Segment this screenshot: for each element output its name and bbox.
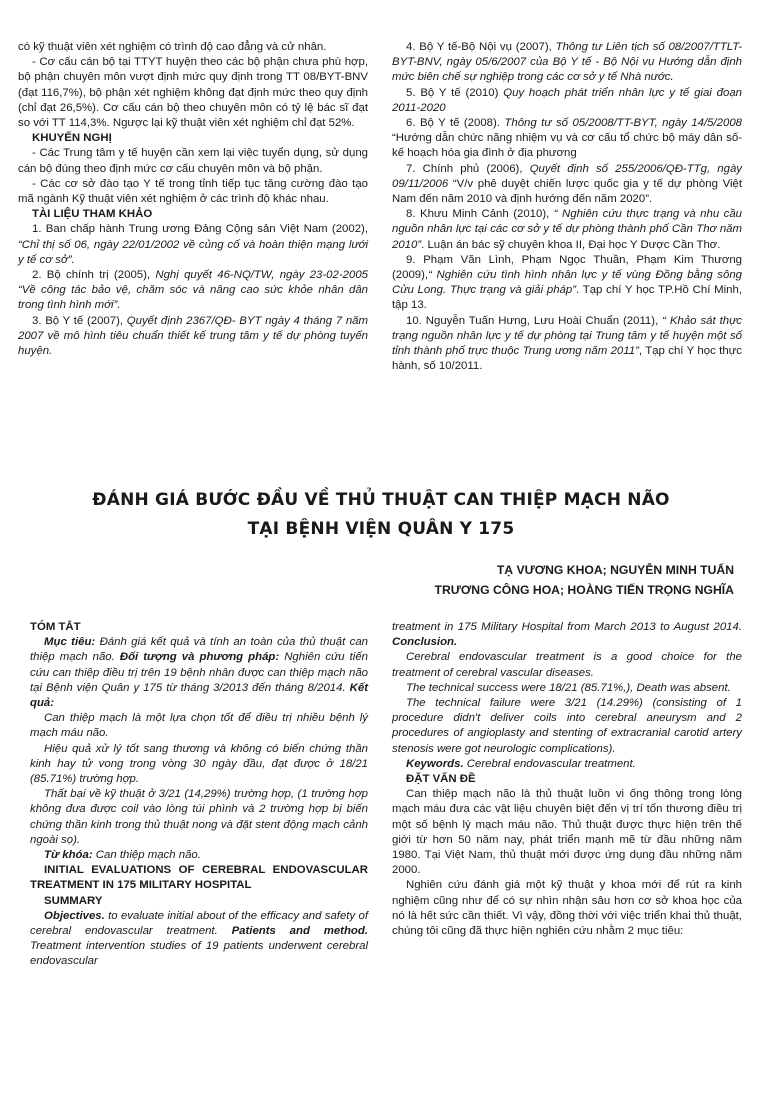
reference-item: 5. Bộ Y tế (2010) Quy hoạch phát triển nhân lực y tế giai đoạn 2011-2020 <box>392 86 742 114</box>
reference-item: 6. Bộ Y tế (2008). Thông tư số 05/2008/TT-BYT, ngày 14/5/2008 “Hướng dẫn chức năng nhiệm vụ và cơ cấu tổ chức bộ máy dân số-kế hoạch hóa gia đình ở địa phương <box>392 117 742 160</box>
abstract-objective: Mục tiêu: Đánh giá kết quả và tính an toàn của thủ thuật can thiệp mạch não. Đối tượng và phương pháp: Nghiên cứu tiến cứu can thiệp điều trị trên 19 bệnh nhân được can thiệp mạch não tại Bệnh viện Quân y 175 từ tháng 3/2013 đến tháng 8/2014. Kết quả: <box>30 636 368 710</box>
reference-item: 9. Phạm Văn Lình, Phạm Ngọc Thuần, Phạm Kim Thương (2009),“ Nghiên cứu tình hình nhân lực y tế vùng Đồng bằng sông Cửu Long. Thực trạng và giải pháp”. Tạp chí Y học TP.Hồ Chí Minh, tập 13. <box>392 253 743 312</box>
abstract-keywords-vi: Từ khóa: Can thiệp mạch não. <box>44 849 201 862</box>
section-heading-recommendations: KHUYẾN NGHỊ <box>32 132 112 145</box>
reference-item: 4. Bộ Y tế-Bộ Nội vụ (2007), Thông tư Liên tịch số 08/2007/TTLT-BYT-BNV, ngày 05/6/2007 của Bộ Y tế - Bộ Nội vụ Hướng dẫn định mức biên chế sự nghiệp trong các cơ sở y tế Nhà nước. <box>392 41 742 84</box>
english-title: INITIAL EVALUATIONS OF CEREBRAL ENDOVASCULAR TREATMENT IN 175 MILITARY HOSPITAL <box>30 864 368 892</box>
paragraph: - Cơ cấu cán bộ tại TTYT huyện theo các bộ phận chưa phù hợp, bộ phận chuyên môn vượt định mức quy định trong TT 08/BYT-BNV (đạt 116,7%), bộ phận xét nghiệm không đạt định mức theo quy định (chỉ đạt 26,5%). Cơ cấu cán bộ theo chuyên môn có tỷ lệ bác sĩ đạt so với TT 114,3%. Ngược lại kỹ thuật viên xét nghiệm chỉ đạt 52%. <box>18 56 368 130</box>
article-title-line-2: TẠI BỆNH VIỆN QUÂN Y 175 <box>247 519 515 539</box>
abstract-result: Hiệu quả xử lý tốt sang thương và không có biến chứng thần kinh hay tử vong trong vòng 30 ngày đầu, đạt được ở 18/21 (85.71%) trường hợp. <box>30 742 368 786</box>
authors-line-2: TRƯƠNG CÔNG HOA; HOÀNG TIẾN TRỌNG NGHĨA <box>434 583 734 597</box>
article-right-column <box>392 620 742 939</box>
reference-item: 7. Chính phủ (2006), Quyết định số 255/2006/QĐ-TTg, ngày 09/11/2006 “V/v phê duyệt chiến lược quốc gia y tế dự phòng Việt Nam đến năm 2010 và định hướng đến năm 2020”. <box>392 162 742 206</box>
abstract-en-conclusion: The technical success were 18/21 (85.71%,), Death was absent. <box>406 681 731 694</box>
paragraph: có kỹ thuật viên xét nghiệm có trình độ cao đẳng và cử nhân. <box>18 41 327 53</box>
paragraph: - Các cơ sở đào tạo Y tế trong tỉnh tiếp tục tăng cường đào tạo mã ngành Kỹ thuật viên xét nghiệm ở các trình độ khác nhau. <box>18 177 368 206</box>
article-authors <box>435 560 734 600</box>
abstract-result: Thất bại về kỹ thuật ở 3/21 (14,29%) trường hợp, (1 trường hợp không đưa được coil vào lòng túi phình và 2 trường hợp bị biến chứng thần kinh trong thủ thuật nong và đặt stent động mạch cảnh ngoài sọ). <box>30 788 368 846</box>
reference-item: 2. Bộ chính trị (2005), Nghị quyết 46-NQ/TW, ngày 23-02-2005 “Về công tác bảo vệ, chăm sóc và nâng cao sức khỏe nhân dân trong tình hình mới”. <box>18 269 368 312</box>
abstract-en-conclusion: Cerebral endovascular treatment is a good choice for the treatment of cerebral vascular diseases. <box>392 651 742 679</box>
abstract-heading-en: SUMMARY <box>44 894 103 907</box>
reference-item: 3. Bộ Y tế (2007), Quyết định 2367/QĐ- BYT ngày 4 tháng 7 năm 2007 về mô hình tiêu chuẩn thiết kế trung tâm y tế dự phòng tuyến huyện. <box>18 314 368 358</box>
article-title-line-1: ĐÁNH GIÁ BƯỚC ĐẦU VỀ THỦ THUẬT CAN THIỆP MẠCH NÃO <box>92 490 670 510</box>
previous-article-right-column <box>392 40 742 374</box>
reference-item: 1. Ban chấp hành Trung ương Đảng Cộng sản Việt Nam (2002), “Chỉ thị số 06, ngày 22/01/2002 về củng cố và hoàn thiện mạng lưới y tế cơ sở”. <box>18 223 368 266</box>
section-heading-references: TÀI LIỆU THAM KHẢO <box>32 208 153 221</box>
paragraph: - Các Trung tâm y tế huyện cần xem lại việc tuyển dụng, sử dụng cán bộ đúng theo định mức cơ cấu chuyên môn và bộ phận. <box>18 147 368 175</box>
reference-item: 8. Khưu Minh Cảnh (2010), “ Nghiên cứu thực trạng và nhu cầu nguồn nhân lực tại các cơ sở y tế dự phòng thành phố Cần Thơ năm 2010”. Luận án bác sỹ chuyên khoa II, Đại học Y Dược Cần Thơ. <box>392 208 742 251</box>
abstract-en-method-continued: treatment in 175 Military Hospital from March 2013 to August 2014. Conclusion. <box>392 621 742 649</box>
reference-item: 10. Nguyễn Tuấn Hưng, Lưu Hoài Chuẩn (2011), “ Khảo sát thực trạng nguồn nhân lực y tế dự phòng tại Trung tâm y tế huyện một số tỉnh thành phố trực thuộc Trung ương năm 2011”, Tạp chí Y học thực hành, số 10/2011. <box>392 314 743 373</box>
article-title <box>0 486 762 544</box>
section-heading-introduction: ĐẶT VẤN ĐỀ <box>406 773 476 786</box>
article-left-column <box>30 620 368 970</box>
previous-article-left-column <box>18 40 368 359</box>
paragraph: Can thiệp mạch não là thủ thuật luồn vi ống thông trong lòng mạch máu đưa các vật liệu chuyên biệt đến vị trí tổn thương điều trị một số bệnh lý mạch máu não. Thủ thuật được thực hiện trên thế giới từ hơn 50 năm nay, phát triển mạnh mẽ từ đầu những năm 1980. Tại Việt Nam, thủ thuật mới được ứng dụng đầu những năm 2000. <box>392 788 742 877</box>
paragraph: Nghiên cứu đánh giá một kỹ thuật y khoa mới để rút ra kinh nghiệm cũng như để có sự nhìn nhận sâu hơn cơ sở khoa học của nó là hết sức cần thiết. Vì vậy, đồng thời với việc triển khai thủ thuật, chúng tôi cũng đã thực hiện nghiên cứu nhằm 2 mục tiêu: <box>392 879 742 938</box>
authors-line-1: TẠ VƯƠNG KHOA; NGUYỄN MINH TUẤN <box>496 563 734 577</box>
abstract-en-conclusion: The technical failure were 3/21 (14.29%) (consisting of 1 procedure didn't deliver coils into cerebral aneurysm and 2 procedures of angioplasty and stenting of extracranial carotid artery stenosis were got neurologic complications). <box>392 697 742 755</box>
abstract-en-objective: Objectives. to evaluate initial about of the efficacy and safety of cerebral endovascular treatment. Patients and method. Treatment intervention studies of 19 patients underwent cerebral endovascular <box>30 909 368 968</box>
abstract-heading-vi: TÓM TẮT <box>30 621 81 633</box>
abstract-keywords-en: Keywords. Cerebral endovascular treatment. <box>406 757 636 770</box>
abstract-result: Can thiệp mạch là một lựa chọn tốt để điều trị nhiều bệnh lý mạch máu não. <box>30 712 368 740</box>
